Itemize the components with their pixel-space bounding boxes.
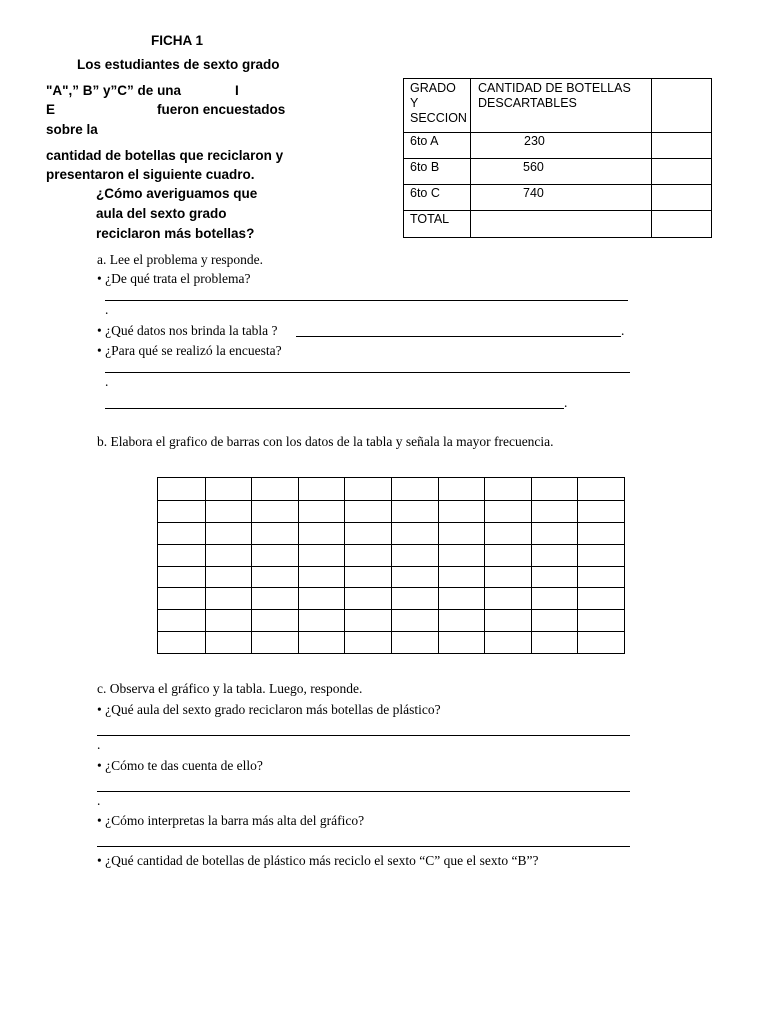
grid-row-line (158, 566, 624, 567)
table-header-bottles: CANTIDAD DE BOTELLAS DESCARTABLES (478, 81, 631, 110)
line-dot: . (97, 793, 101, 808)
answer-line (105, 408, 564, 409)
table-row-value: 740 (523, 186, 544, 200)
intro-line-4: sobre la (46, 122, 98, 137)
answer-line (105, 300, 628, 301)
grid-row-line (158, 544, 624, 545)
section-c-heading: c. Observa el gráfico y la tabla. Luego, responde. (97, 681, 363, 696)
section-a-heading: a. Lee el problema y responde. (97, 252, 264, 267)
section-c-q3: • ¿Cómo interpretas la barra más alta del gráfico? (97, 813, 365, 828)
table-row-grade: TOTAL (410, 212, 450, 226)
table-row-value: 560 (523, 160, 544, 174)
page-title: FICHA 1 (151, 33, 204, 48)
answer-line (105, 372, 630, 373)
answer-line (296, 336, 621, 337)
intro-line-6: presentaron el siguiente cuadro. (46, 167, 255, 182)
table-row-grade: 6to B (410, 160, 440, 174)
line-dot: . (564, 395, 568, 410)
line-dot: . (97, 737, 101, 752)
section-a-q1: • ¿De qué trata el problema? (97, 271, 251, 286)
grid-row-line (158, 522, 624, 523)
table-row-grade: 6to C (410, 186, 440, 200)
section-c-q1: • ¿Qué aula del sexto grado reciclaron más botellas de plástico? (97, 702, 441, 717)
section-a-q3: • ¿Para qué se realizó la encuesta? (97, 343, 282, 358)
question-line-1: ¿Cómo averiguamos que (96, 186, 258, 201)
data-table (403, 78, 712, 238)
question-line-3: reciclaron más botellas? (96, 226, 255, 241)
bar-chart-grid (157, 477, 625, 654)
answer-line (97, 735, 630, 736)
section-a-q2: • ¿Qué datos nos brinda la tabla ? (97, 323, 278, 338)
table-header-grade: GRADO Y SECCION (410, 81, 467, 125)
section-c-q2: • ¿Cómo te das cuenta de ello? (97, 758, 263, 773)
intro-line-5: cantidad de botellas que reciclaron y (46, 148, 284, 163)
table-row-value: 230 (524, 134, 545, 148)
answer-line (97, 846, 630, 847)
intro-line-2b: I (235, 83, 239, 98)
intro-line-3b: fueron encuestados (157, 102, 286, 117)
section-b-heading: b. Elabora el grafico de barras con los datos de la tabla y señala la mayor frecuencia. (97, 434, 554, 449)
section-c-q4: • ¿Qué cantidad de botellas de plástico más reciclo el sexto “C” que el sexto “B”? (97, 853, 539, 868)
line-dot: . (105, 374, 109, 389)
table-row-grade: 6to A (410, 134, 439, 148)
line-dot: . (105, 302, 109, 317)
question-line-2: aula del sexto grado (96, 206, 227, 221)
intro-line-2a: "A",” B” y”C” de una (46, 83, 182, 98)
grid-row-line (158, 609, 624, 610)
intro-line-3a: E (46, 102, 56, 117)
grid-row-line (158, 500, 624, 501)
answer-line (97, 791, 630, 792)
grid-row-line (158, 587, 624, 588)
grid-row-line (158, 631, 624, 632)
line-dot: . (621, 323, 625, 338)
intro-line-1: Los estudiantes de sexto grado (77, 57, 280, 72)
